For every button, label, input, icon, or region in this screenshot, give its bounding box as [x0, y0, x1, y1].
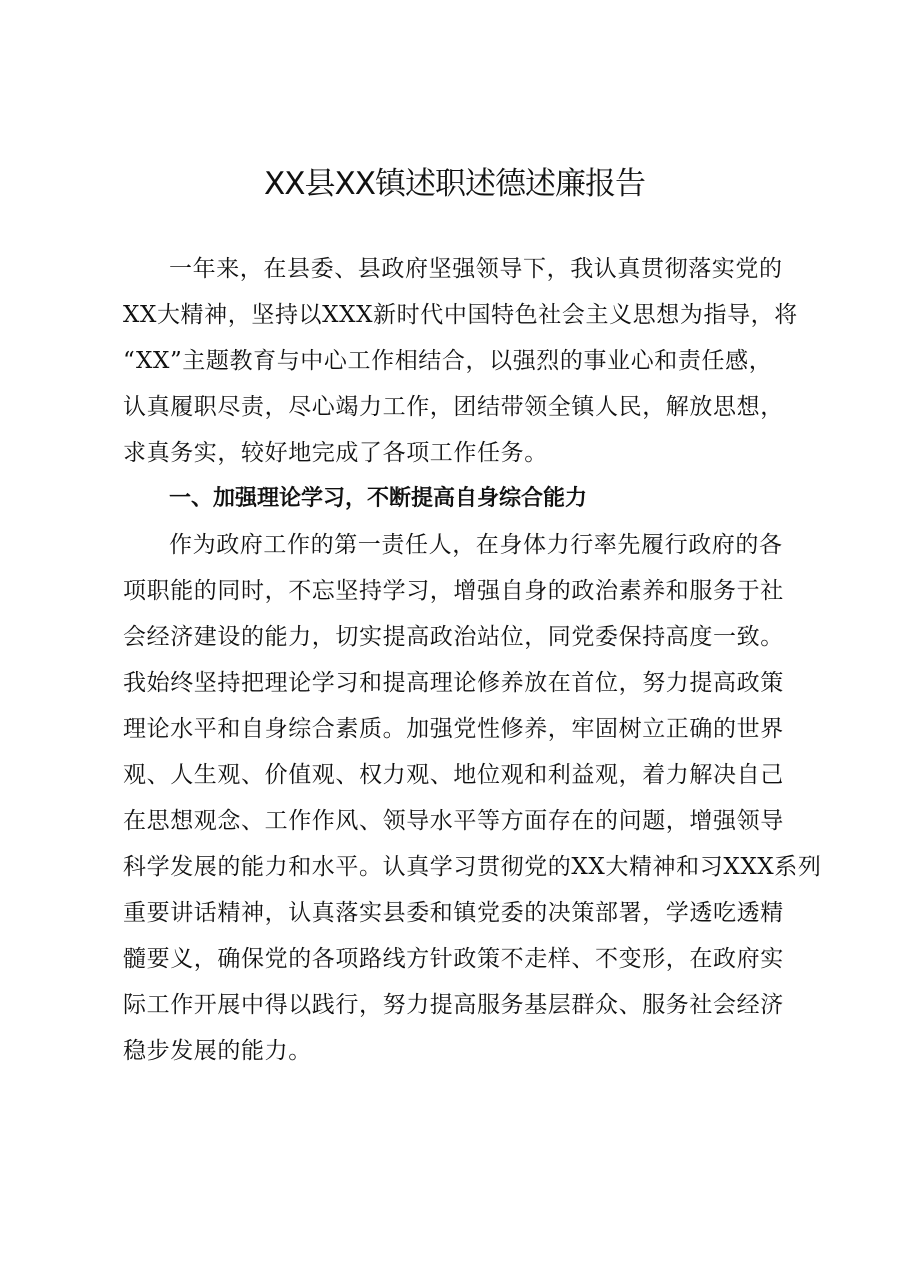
paragraph-line: 会经济建设的能力，切实提高政治站位，同党委保持高度一致。: [123, 624, 784, 650]
paragraph-line: 在思想观念、工作作风、领导水平等方面存在的问题，增强领导: [123, 808, 784, 834]
paragraph-line: 作为政府工作的第一责任人，在身体力行率先履行政府的各: [169, 532, 783, 558]
paragraph-line: 项职能的同时，不忘坚持学习，增强自身的政治素养和服务于社: [123, 578, 784, 604]
intro-paragraph: [123, 246, 813, 476]
paragraph-line: 髓要义，确保党的各项路线方针政策不走样、不变形，在政府实: [123, 946, 784, 972]
paragraph-line: 我始终坚持把理论学习和提高理论修养放在首位，努力提高政策: [123, 670, 784, 696]
paragraph-line: 求真务实，较好地完成了各项工作任务。: [123, 440, 548, 466]
paragraph-line: 认真履职尽责，尽心竭力工作，团结带领全镇人民，解放思想，: [123, 394, 784, 420]
paragraph-line: XX大精神，坚持以XXX新时代中国特色社会主义思想为指导，将: [123, 302, 798, 328]
paragraph-line: 理论水平和自身综合素质。加强党性修养，牢固树立正确的世界: [123, 716, 784, 742]
document-title: XX县XX镇述职述德述廉报告: [264, 166, 645, 202]
paragraph-line: 际工作开展中得以践行，努力提高服务基层群众、服务社会经济: [123, 992, 784, 1018]
paragraph-line: 稳步发展的能力。: [123, 1038, 312, 1064]
document-body: [123, 246, 822, 1074]
paragraph-line: 科学发展的能力和水平。认真学习贯彻党的XX大精神和习XXX系列: [123, 854, 822, 880]
paragraph-line: 重要讲话精神，认真落实县委和镇党委的决策部署，学透吃透精: [123, 900, 784, 926]
section-heading: 一、加强理论学习，不断提高自身综合能力: [169, 486, 588, 511]
paragraph-line: 一年来，在县委、县政府坚强领导下，我认真贯彻落实党的: [169, 256, 783, 282]
paragraph-line: 观、人生观、价值观、权力观、地位观和利益观，着力解决自己: [123, 762, 784, 788]
section-paragraph: [123, 522, 822, 1074]
paragraph-line: “XX”主题教育与中心工作相结合，以强烈的事业心和责任感，: [123, 348, 773, 374]
